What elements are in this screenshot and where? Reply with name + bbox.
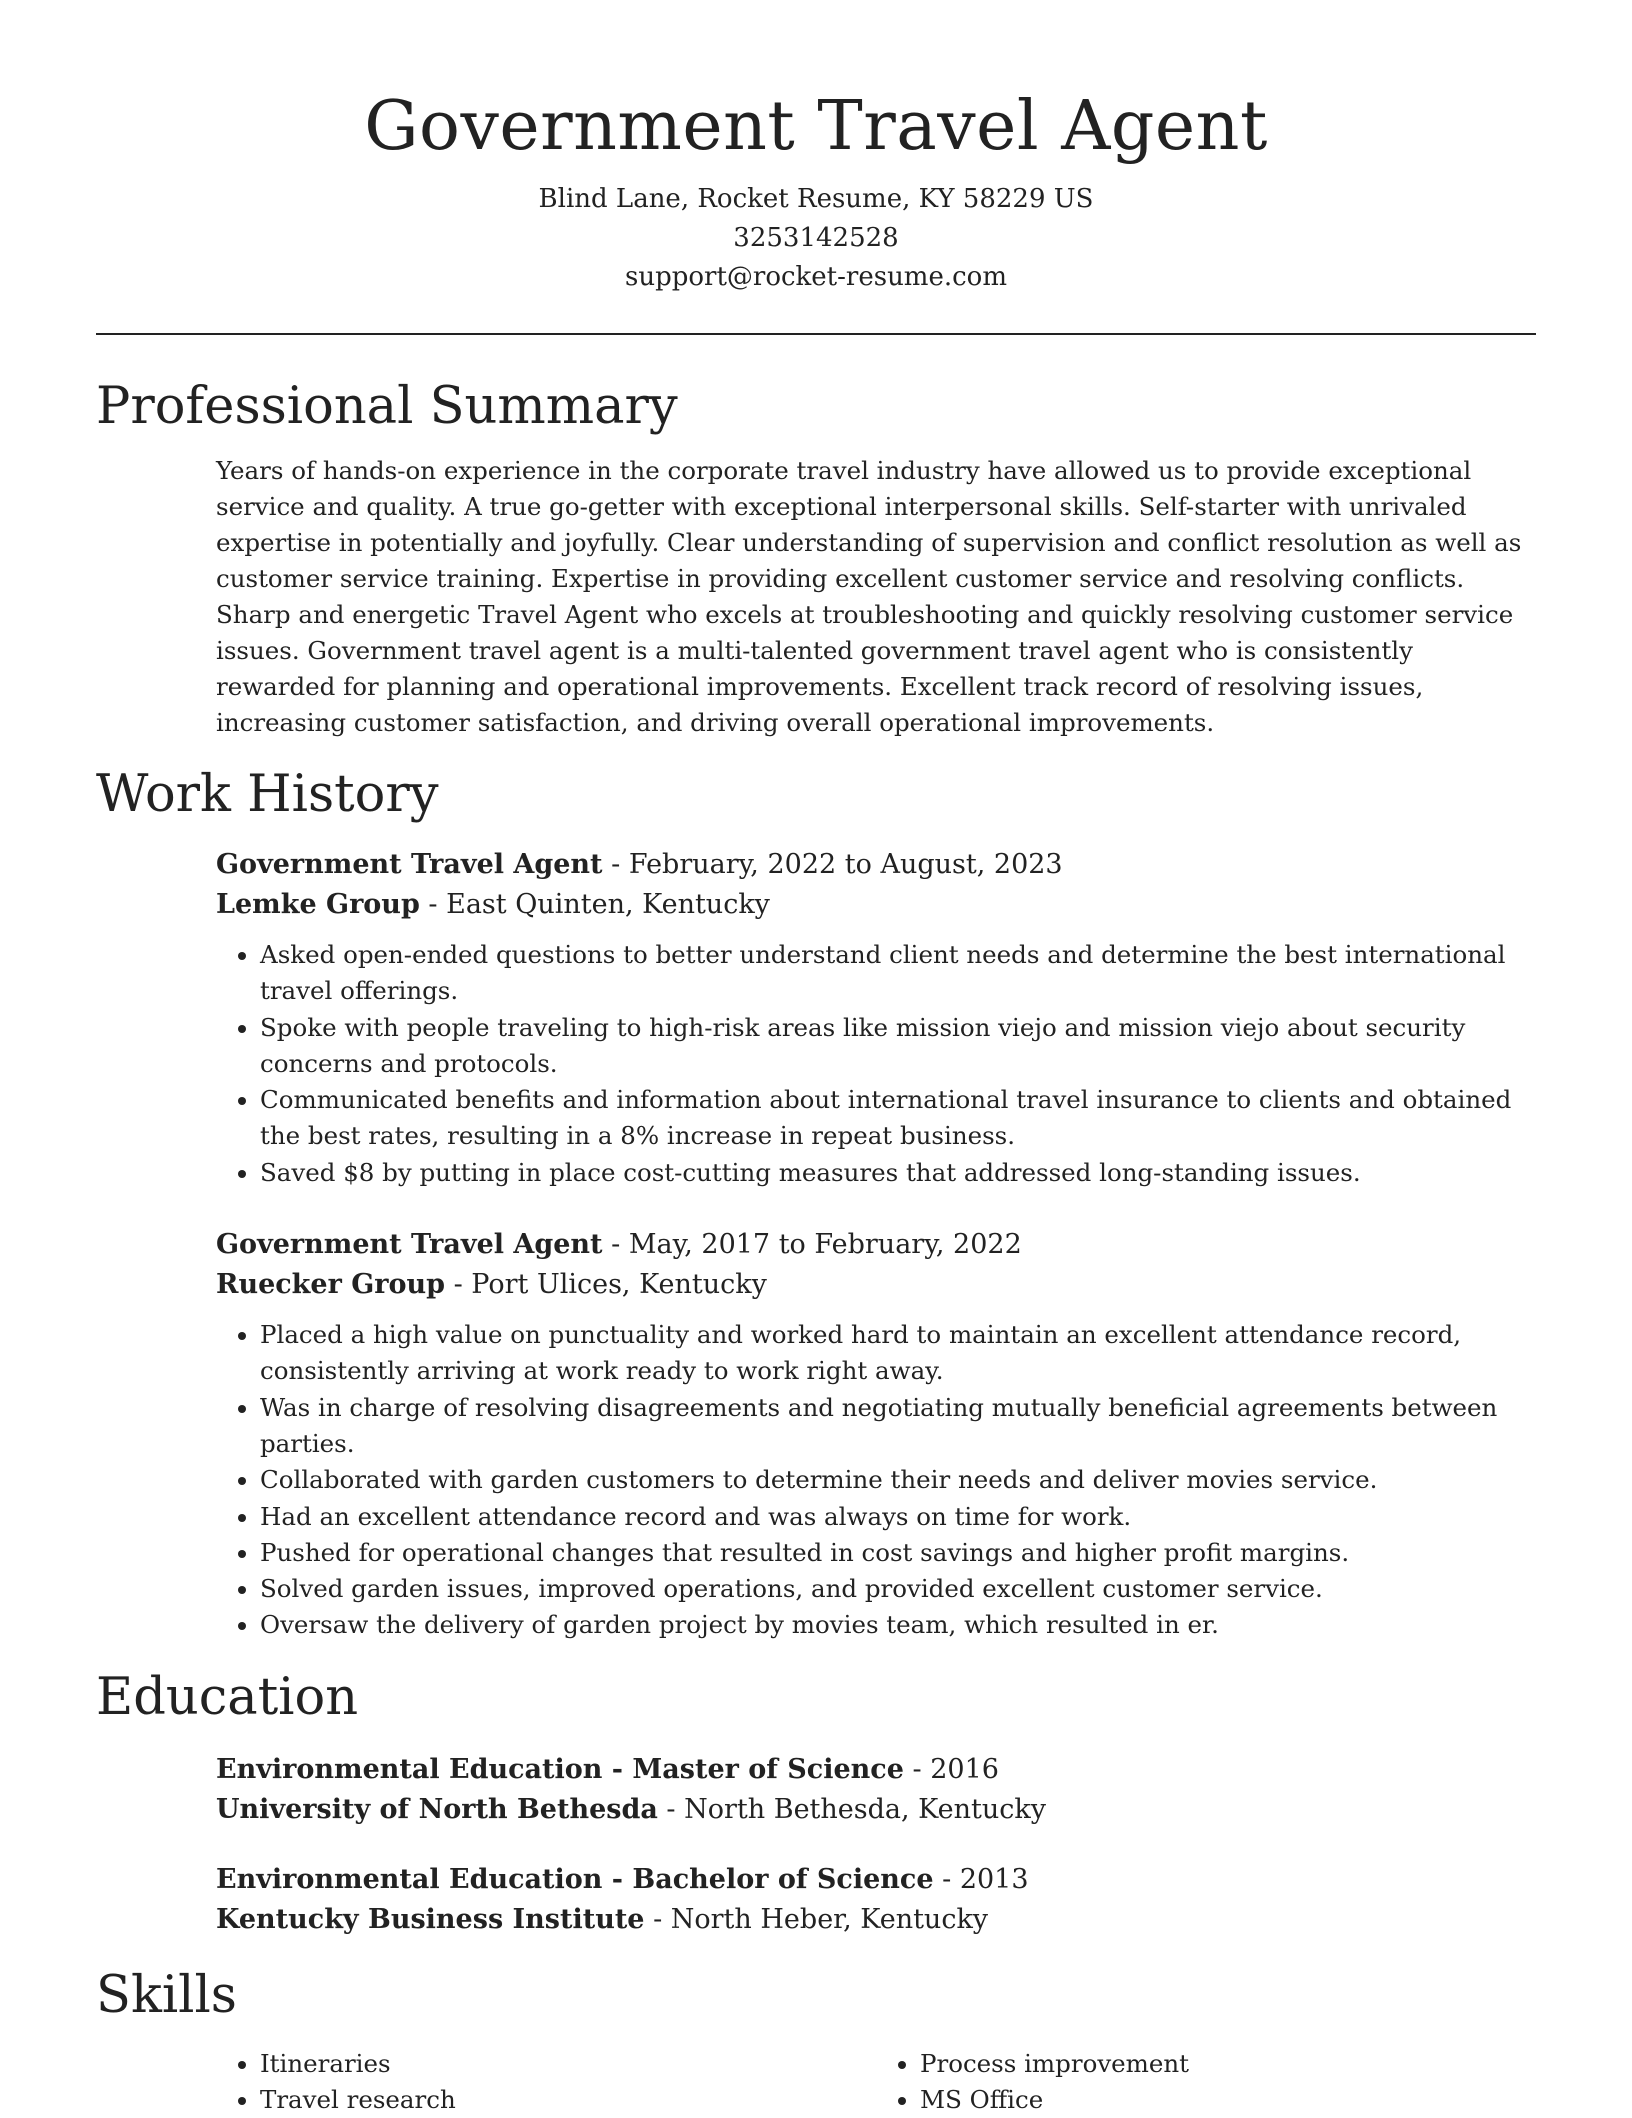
job-dates: - February, 2022 to August, 2023: [602, 849, 1063, 880]
contact-address: Blind Lane, Rocket Resume, KY 58229 US: [538, 184, 1094, 214]
education-school-line: [216, 1790, 1536, 1830]
contact-info: [96, 180, 1536, 297]
skills-grid: [216, 2046, 1536, 2118]
resume-page: [96, 0, 1536, 2118]
education-degree: Environmental Education - Master of Science: [216, 1753, 904, 1785]
list-item: • Was in charge of resolving disagreements and negotiating mutually beneficial agreements between parties.: [260, 1390, 1536, 1463]
education-year: - 2016: [903, 1753, 999, 1785]
summary-text: Years of hands-on experience in the corporate travel industry have allowed us to provide exceptional service and quality. A true go-getter with exceptional interpersonal skills. Self-starter with unrivaled expertise in potentially and joyfully. Clear understanding of supervision and conflict resolution as well as customer service training. Expertise in providing excellent customer service and resolving conflicts. Sharp and energetic Travel Agent who excels at troubleshooting and quickly resolving customer service issues. Government travel agent is a multi-talented government travel agent who is consistently rewarded for planning and operational improvements. Excellent track record of resolving issues, increasing customer satisfaction, and driving overall operational improvements.: [216, 456, 1522, 737]
list-item: • MS Office: [920, 2082, 1536, 2118]
education-school: Kentucky Business Institute: [216, 1903, 645, 1935]
candidate-name: Government Travel Agent: [364, 87, 1268, 166]
skills-column-right: [876, 2046, 1536, 2118]
job-bullet-list: [216, 1317, 1536, 1644]
education-degree: Environmental Education - Bachelor of Science: [216, 1863, 934, 1895]
job-company-line: [216, 1265, 1536, 1305]
education-entry: [216, 1750, 1536, 1830]
job-company: Ruecker Group: [216, 1269, 445, 1301]
job-location: - East Quinten, Kentucky: [419, 889, 770, 920]
header-divider: [96, 333, 1536, 335]
section-title-education: Education: [96, 1667, 359, 1727]
list-item: • Placed a high value on punctuality and worked hard to maintain an excellent attendance record, consistently arriving at work ready to work right away.: [260, 1317, 1536, 1390]
job-bullet-list: [216, 937, 1536, 1191]
education-school-line: [216, 1900, 1536, 1940]
job-company-line: [216, 885, 1536, 925]
list-item: • Solved garden issues, improved operations, and provided excellent customer service.: [260, 1571, 1536, 1607]
section-title-skills: Skills: [96, 1965, 237, 2025]
list-item: • Asked open-ended questions to better understand client needs and determine the best international travel offerings.: [260, 937, 1536, 1010]
job-title: Government Travel Agent: [216, 849, 603, 880]
job-title-line: [216, 845, 1536, 885]
contact-phone: 3253142528: [733, 223, 899, 253]
education-location: - North Bethesda, Kentucky: [657, 1793, 1046, 1825]
section-work-history: [96, 763, 1536, 1644]
list-item: • Travel research: [260, 2082, 876, 2118]
resume-header: [96, 0, 1536, 297]
job-title-line: [216, 1225, 1536, 1265]
list-item: • Had an excellent attendance record and was always on time for work.: [260, 1499, 1536, 1535]
education-degree-line: [216, 1860, 1536, 1900]
education-entry: [216, 1860, 1536, 1940]
job-title: Government Travel Agent: [216, 1229, 603, 1261]
list-item: • Itineraries: [260, 2046, 876, 2082]
list-item: • Spoke with people traveling to high-risk areas like mission viejo and mission viejo about security concerns and protocols.: [260, 1010, 1536, 1083]
education-year: - 2013: [933, 1863, 1029, 1895]
education-degree-line: [216, 1750, 1536, 1790]
job-entry: [216, 845, 1536, 1191]
list-item: • Communicated benefits and information about international travel insurance to clients and obtained the best rates, resulting in a 8% increase in repeat business.: [260, 1082, 1536, 1155]
contact-email: support@rocket-resume.com: [624, 262, 1007, 292]
education-school: University of North Bethesda: [216, 1793, 658, 1825]
section-title-summary: Professional Summary: [96, 377, 678, 436]
list-item: • Pushed for operational changes that resulted in cost savings and higher profit margins.: [260, 1535, 1536, 1571]
list-item: • Saved $8 by putting in place cost-cutting measures that addressed long-standing issues.: [260, 1155, 1536, 1191]
job-company: Lemke Group: [216, 889, 420, 920]
job-location: - Port Ulices, Kentucky: [445, 1269, 767, 1301]
job-dates: - May, 2017 to February, 2022: [602, 1229, 1022, 1261]
section-skills: [96, 1964, 1536, 2118]
job-entry: [216, 1225, 1536, 1644]
skills-column-left: [216, 2046, 876, 2118]
list-item: • Collaborated with garden customers to determine their needs and deliver movies service.: [260, 1462, 1536, 1498]
section-professional-summary: [96, 375, 1536, 741]
section-education: [96, 1666, 1536, 1940]
list-item: • Process improvement: [920, 2046, 1536, 2082]
list-item: • Oversaw the delivery of garden project by movies team, which resulted in er.: [260, 1607, 1536, 1643]
education-location: - North Heber, Kentucky: [644, 1903, 989, 1935]
section-title-work: Work History: [96, 765, 439, 824]
